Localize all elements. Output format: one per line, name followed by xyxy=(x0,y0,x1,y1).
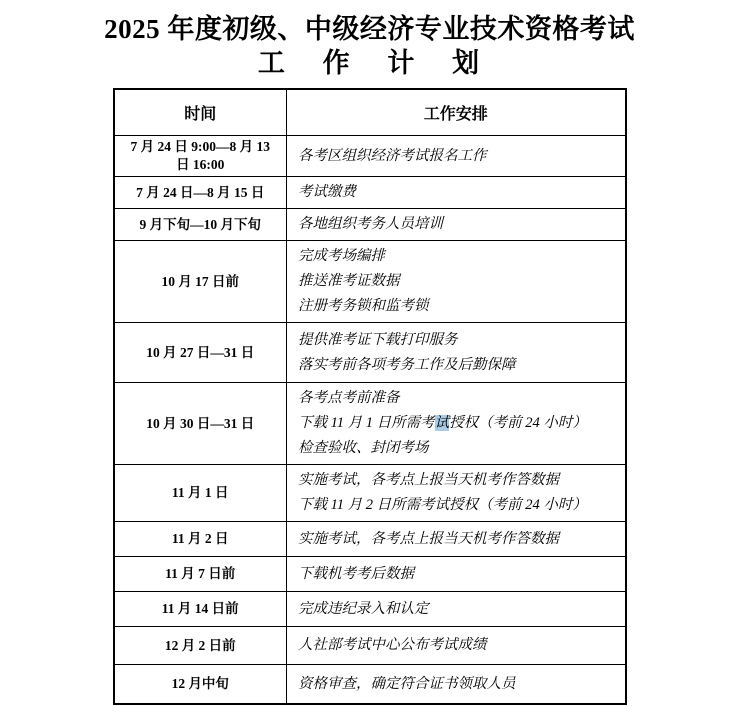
table-row xyxy=(114,323,626,383)
task-line: 推送准考证数据 xyxy=(298,273,400,290)
document-title-line2: 工 作 计 划 xyxy=(257,48,482,78)
task-line: 人社部考试中心公布考试成绩 xyxy=(298,637,487,654)
work-cell xyxy=(287,136,626,177)
task-line: 完成考场编排 xyxy=(298,248,385,265)
task-line: 落实考前各项考务工作及后勤保障 xyxy=(298,356,516,373)
time-cell: 7 月 24 日 9:00—8 月 13 日 16:00 xyxy=(114,136,287,177)
work-cell xyxy=(287,557,626,592)
document-title-line1: 2025 年度初级、中级经济专业技术资格考试 xyxy=(104,14,635,44)
task-line: 下载机考考后数据 xyxy=(298,565,414,582)
time-cell: 11 月 14 日前 xyxy=(114,592,287,627)
task-line: 各考区组织经济考试报名工作 xyxy=(298,147,487,164)
column-header-time: 时间 xyxy=(114,89,287,136)
time-cell: 9 月下旬—10 月下旬 xyxy=(114,209,287,241)
work-cell xyxy=(287,177,626,209)
task-line: 各地组织考务人员培训 xyxy=(298,216,443,233)
table-row xyxy=(114,209,626,241)
table-row xyxy=(114,136,626,177)
time-cell: 10 月 17 日前 xyxy=(114,241,287,323)
table-row xyxy=(114,557,626,592)
work-cell xyxy=(287,209,626,241)
time-cell: 10 月 30 日—31 日 xyxy=(114,383,287,465)
table-row xyxy=(114,241,626,323)
table-row xyxy=(114,177,626,209)
task-line: 检查验收、封闭考场 xyxy=(298,440,429,457)
task-line-with-highlight xyxy=(298,411,621,436)
time-cell: 7 月 24 日—8 月 15 日 xyxy=(114,177,287,209)
time-cell: 11 月 7 日前 xyxy=(114,557,287,592)
work-cell xyxy=(287,665,626,704)
task-line: 实施考试，各考点上报当天机考作答数据 xyxy=(298,530,559,547)
task-line: 资格审查，确定符合证书领取人员 xyxy=(298,675,516,692)
table-header-row xyxy=(114,89,626,136)
table-row xyxy=(114,465,626,522)
column-header-work: 工作安排 xyxy=(287,89,626,136)
work-cell xyxy=(287,323,626,383)
task-text-before-highlight: 下载 11 月 1 日所需考 xyxy=(298,415,435,432)
table-row xyxy=(114,627,626,665)
task-line: 下载 11 月 2 日所需考试授权（考前 24 小时） xyxy=(298,497,587,514)
task-line: 实施考试，各考点上报当天机考作答数据 xyxy=(298,472,559,489)
highlighted-text: 试 xyxy=(434,415,450,432)
task-line: 注册考务锁和监考锁 xyxy=(298,298,429,315)
work-cell xyxy=(287,522,626,557)
time-cell: 11 月 1 日 xyxy=(114,465,287,522)
task-line: 提供准考证下载打印服务 xyxy=(298,331,458,348)
task-line: 考试缴费 xyxy=(298,184,356,201)
work-cell xyxy=(287,627,626,665)
work-cell xyxy=(287,465,626,522)
table-row xyxy=(114,383,626,465)
time-cell: 12 月 2 日前 xyxy=(114,627,287,665)
work-cell xyxy=(287,383,626,465)
work-plan-table xyxy=(113,88,627,705)
task-text-after-highlight: 授权（考前 24 小时） xyxy=(449,415,587,432)
time-cell: 11 月 2 日 xyxy=(114,522,287,557)
task-line: 各考点考前准备 xyxy=(298,390,400,407)
table-row xyxy=(114,592,626,627)
work-cell xyxy=(287,592,626,627)
time-cell: 10 月 27 日—31 日 xyxy=(114,323,287,383)
table-row xyxy=(114,665,626,704)
table-row xyxy=(114,522,626,557)
task-line: 完成违纪录入和认定 xyxy=(298,600,429,617)
time-cell: 12 月中旬 xyxy=(114,665,287,704)
work-cell xyxy=(287,241,626,323)
